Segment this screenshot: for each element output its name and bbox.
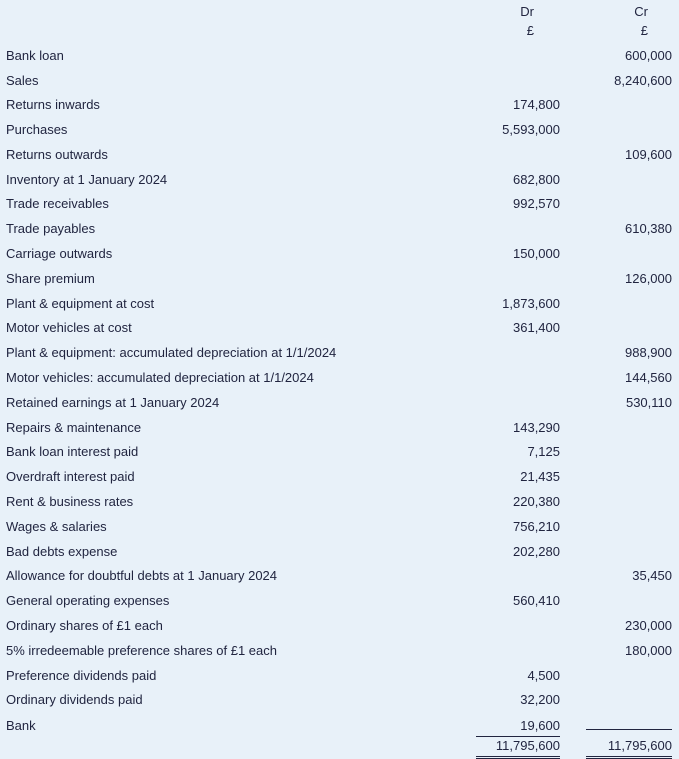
dr-cell <box>476 338 560 363</box>
dr-cell <box>476 363 560 388</box>
cr-amount <box>586 289 672 308</box>
cr-amount: 610,380 <box>625 221 672 237</box>
cr-cell <box>567 413 672 438</box>
table-row <box>6 239 672 264</box>
account-label: General operating expenses <box>6 593 170 609</box>
account-label: Returns outwards <box>6 146 108 162</box>
trial-balance-rows <box>6 41 672 737</box>
dr-amount <box>476 140 560 159</box>
table-row <box>6 462 672 487</box>
dr-amount: 202,280 <box>513 543 560 559</box>
table-row <box>6 264 672 289</box>
account-label: Motor vehicles: accumulated depreciation at 1/1/2024 <box>6 370 314 386</box>
column-header-row <box>6 3 672 22</box>
dr-cell <box>476 214 560 239</box>
dr-cell <box>476 121 560 140</box>
dr-amount <box>476 363 560 382</box>
dr-currency-symbol: £ <box>526 22 534 38</box>
table-row <box>6 537 672 562</box>
table-row <box>6 115 672 140</box>
cr-amount <box>586 413 672 432</box>
account-label: Motor vehicles at cost <box>6 320 132 336</box>
table-row <box>6 487 672 512</box>
cr-amount <box>586 686 672 705</box>
table-row <box>6 388 672 413</box>
dr-cell <box>476 41 560 66</box>
dr-cell <box>476 264 560 289</box>
dr-cell <box>476 611 560 636</box>
cr-cell <box>567 270 672 289</box>
cr-cell <box>567 537 672 562</box>
cr-amount <box>586 710 672 730</box>
dr-amount: 19,600 <box>476 717 560 737</box>
dr-cell <box>476 543 560 562</box>
table-row <box>6 413 672 438</box>
dr-cell <box>476 636 560 661</box>
account-label: Wages & salaries <box>6 518 107 534</box>
dr-amount: 682,800 <box>513 171 560 187</box>
cr-amount <box>586 90 672 109</box>
account-label: Ordinary dividends paid <box>6 692 143 708</box>
cr-amount: 109,600 <box>625 146 672 162</box>
dr-cell <box>476 518 560 537</box>
cr-cell <box>567 661 672 686</box>
cr-amount <box>586 487 672 506</box>
cr-cell <box>567 115 672 140</box>
dr-amount: 992,570 <box>513 196 560 212</box>
table-row <box>6 636 672 661</box>
account-label: Trade receivables <box>6 196 109 212</box>
cr-cell <box>567 394 672 413</box>
dr-cell <box>476 319 560 338</box>
dr-cell <box>476 691 560 710</box>
cr-cell <box>567 165 672 190</box>
cr-total-amount: 11,795,600 <box>586 737 672 759</box>
dr-amount <box>476 66 560 85</box>
cr-cell <box>567 586 672 611</box>
account-label: 5% irredeemable preference shares of £1 each <box>6 642 277 658</box>
dr-amount <box>476 214 560 233</box>
table-row <box>6 314 672 339</box>
account-label: Bank loan interest paid <box>6 444 139 460</box>
cr-amount: 35,450 <box>632 568 672 584</box>
account-label: Rent & business rates <box>6 494 134 510</box>
cr-amount <box>586 438 672 457</box>
account-label: Returns inwards <box>6 97 100 113</box>
dr-cell <box>476 443 560 462</box>
totals-row <box>6 737 672 759</box>
dr-amount: 560,410 <box>513 593 560 609</box>
account-label: Share premium <box>6 270 95 286</box>
cr-amount <box>586 661 672 680</box>
dr-amount: 4,500 <box>527 667 560 683</box>
dr-cell <box>476 419 560 438</box>
cr-cell <box>567 567 672 586</box>
cr-amount <box>586 190 672 209</box>
cr-cell <box>567 220 672 239</box>
currency-header-row <box>6 22 672 41</box>
cr-amount: 180,000 <box>625 642 672 658</box>
cr-amount: 600,000 <box>625 47 672 63</box>
dr-amount <box>476 41 560 60</box>
cr-cell <box>567 710 672 736</box>
table-row <box>6 710 672 737</box>
cr-cell <box>567 344 672 363</box>
account-label: Ordinary shares of £1 each <box>6 618 163 634</box>
cr-total-cell <box>567 737 672 759</box>
cr-cell <box>567 369 672 388</box>
dr-amount <box>476 388 560 407</box>
account-label: Repairs & maintenance <box>6 419 142 435</box>
account-label: Preference dividends paid <box>6 667 157 683</box>
table-row <box>6 165 672 190</box>
cr-amount <box>586 537 672 556</box>
dr-cell <box>476 493 560 512</box>
dr-amount: 21,435 <box>520 469 560 485</box>
table-row <box>6 289 672 314</box>
table-row <box>6 586 672 611</box>
dr-amount: 7,125 <box>527 444 560 460</box>
cr-cell <box>567 146 672 165</box>
table-row <box>6 611 672 636</box>
dr-column-header: Dr <box>520 4 534 19</box>
cr-amount: 988,900 <box>625 345 672 361</box>
table-row <box>6 41 672 66</box>
table-row <box>6 66 672 91</box>
dr-amount: 361,400 <box>513 320 560 336</box>
dr-cell <box>476 96 560 115</box>
dr-amount: 32,200 <box>520 692 560 708</box>
cr-amount: 8,240,600 <box>614 72 672 88</box>
cr-amount: 126,000 <box>625 270 672 286</box>
dr-amount: 143,290 <box>513 419 560 435</box>
account-label: Bad debts expense <box>6 543 118 559</box>
dr-amount: 174,800 <box>513 97 560 113</box>
table-row <box>6 90 672 115</box>
cr-amount: 144,560 <box>625 370 672 386</box>
cr-cell <box>567 487 672 512</box>
account-label: Allowance for doubtful debts at 1 January 2024 <box>6 568 278 584</box>
table-row <box>6 512 672 537</box>
dr-cell <box>476 717 560 737</box>
table-row <box>6 363 672 388</box>
dr-amount: 220,380 <box>513 494 560 510</box>
table-row <box>6 214 672 239</box>
table-row <box>6 438 672 463</box>
dr-cell <box>476 171 560 190</box>
cr-cell <box>567 462 672 487</box>
cr-amount <box>586 165 672 184</box>
account-label: Plant & equipment: accumulated depreciation at 1/1/2024 <box>6 345 337 361</box>
table-row <box>6 661 672 686</box>
dr-cell <box>476 562 560 587</box>
account-label: Carriage outwards <box>6 246 113 262</box>
dr-total-cell <box>476 737 560 759</box>
cr-amount <box>586 115 672 134</box>
cr-amount: 230,000 <box>625 618 672 634</box>
table-row <box>6 686 672 711</box>
table-row <box>6 190 672 215</box>
cr-cell <box>567 239 672 264</box>
dr-total-amount: 11,795,600 <box>476 737 560 759</box>
cr-cell <box>567 686 672 711</box>
cr-cell <box>567 512 672 537</box>
cr-cell <box>567 289 672 314</box>
table-row <box>6 562 672 587</box>
account-label: Retained earnings at 1 January 2024 <box>6 394 220 410</box>
cr-column-header: Cr <box>634 4 648 19</box>
table-row <box>6 338 672 363</box>
cr-cell <box>567 72 672 91</box>
account-label: Plant & equipment at cost <box>6 295 155 311</box>
account-label: Sales <box>6 72 39 88</box>
cr-amount: 530,110 <box>625 394 672 410</box>
account-label: Bank loan <box>6 47 64 63</box>
dr-amount <box>476 636 560 655</box>
table-row <box>6 140 672 165</box>
cr-amount <box>586 512 672 531</box>
cr-cell <box>567 190 672 215</box>
dr-cell <box>476 245 560 264</box>
dr-amount: 756,210 <box>513 518 560 534</box>
account-label: Overdraft interest paid <box>6 469 135 485</box>
dr-cell <box>476 388 560 413</box>
dr-amount: 150,000 <box>513 246 560 262</box>
dr-amount <box>476 611 560 630</box>
cr-amount <box>586 586 672 605</box>
dr-cell <box>476 66 560 91</box>
account-label: Purchases <box>6 122 68 138</box>
dr-amount: 1,873,600 <box>502 295 560 311</box>
cr-cell <box>567 642 672 661</box>
account-label: Inventory at 1 January 2024 <box>6 171 168 187</box>
dr-cell <box>476 140 560 165</box>
dr-amount <box>476 264 560 283</box>
dr-cell <box>476 195 560 214</box>
cr-cell <box>567 90 672 115</box>
cr-amount <box>586 239 672 258</box>
account-label: Trade payables <box>6 221 96 237</box>
dr-amount <box>476 338 560 357</box>
dr-amount <box>476 562 560 581</box>
cr-cell <box>567 47 672 66</box>
account-label: Bank <box>6 718 36 734</box>
cr-amount <box>586 314 672 333</box>
cr-cell <box>567 314 672 339</box>
dr-amount: 5,593,000 <box>502 122 560 138</box>
cr-cell <box>567 438 672 463</box>
cr-currency-symbol: £ <box>640 22 648 38</box>
dr-cell <box>476 667 560 686</box>
dr-cell <box>476 592 560 611</box>
cr-cell <box>567 617 672 636</box>
cr-amount <box>586 462 672 481</box>
dr-cell <box>476 468 560 487</box>
dr-cell <box>476 295 560 314</box>
